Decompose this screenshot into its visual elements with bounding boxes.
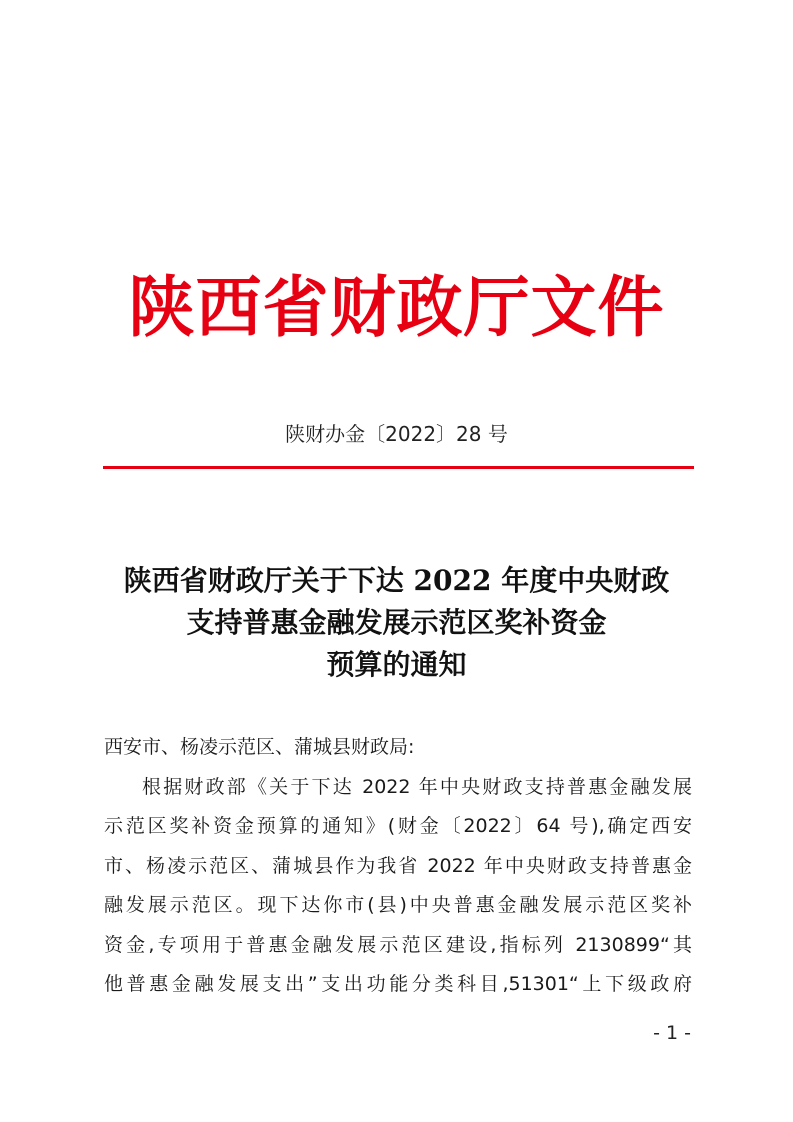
paragraph-line: 示范区奖补资金预算的通知》(财金〔2022〕64 号),确定西安 (104, 815, 692, 837)
document-body (104, 728, 692, 1005)
title-line-3: 预算的通知 (326, 648, 467, 681)
paragraph-line: 市、杨凌示范区、蒲城县作为我省 2022 年中央财政支持普惠金 (104, 854, 692, 877)
paragraph-line: 根据财政部《关于下达 2022 年中央财政支持普惠金融发展 (142, 775, 692, 798)
paragraph-line: 资金,专项用于普惠金融发展示范区建设,指标列 2130899“其 (104, 933, 692, 956)
paragraph-line: 融发展示范区。现下达你市(县)中央普惠金融发展示范区奖补 (104, 894, 692, 916)
paragraph-line: 他普惠金融发展支出”支出功能分类科目,51301“上下级政府 (104, 973, 692, 995)
red-divider-line (103, 466, 694, 469)
title-line-1: 陕西省财政厅关于下达 2022 年度中央财政 (123, 564, 670, 597)
addressee-line: 西安市、杨凌示范区、蒲城县财政局: (104, 736, 415, 758)
document-title (0, 560, 793, 686)
title-line-2: 支持普惠金融发展示范区奖补资金 (186, 606, 607, 639)
page-number: - 1 - (653, 1022, 691, 1044)
document-number: 陕财办金〔2022〕28 号 (285, 422, 508, 446)
masthead-title: 陕西省财政厅文件 (128, 268, 665, 346)
